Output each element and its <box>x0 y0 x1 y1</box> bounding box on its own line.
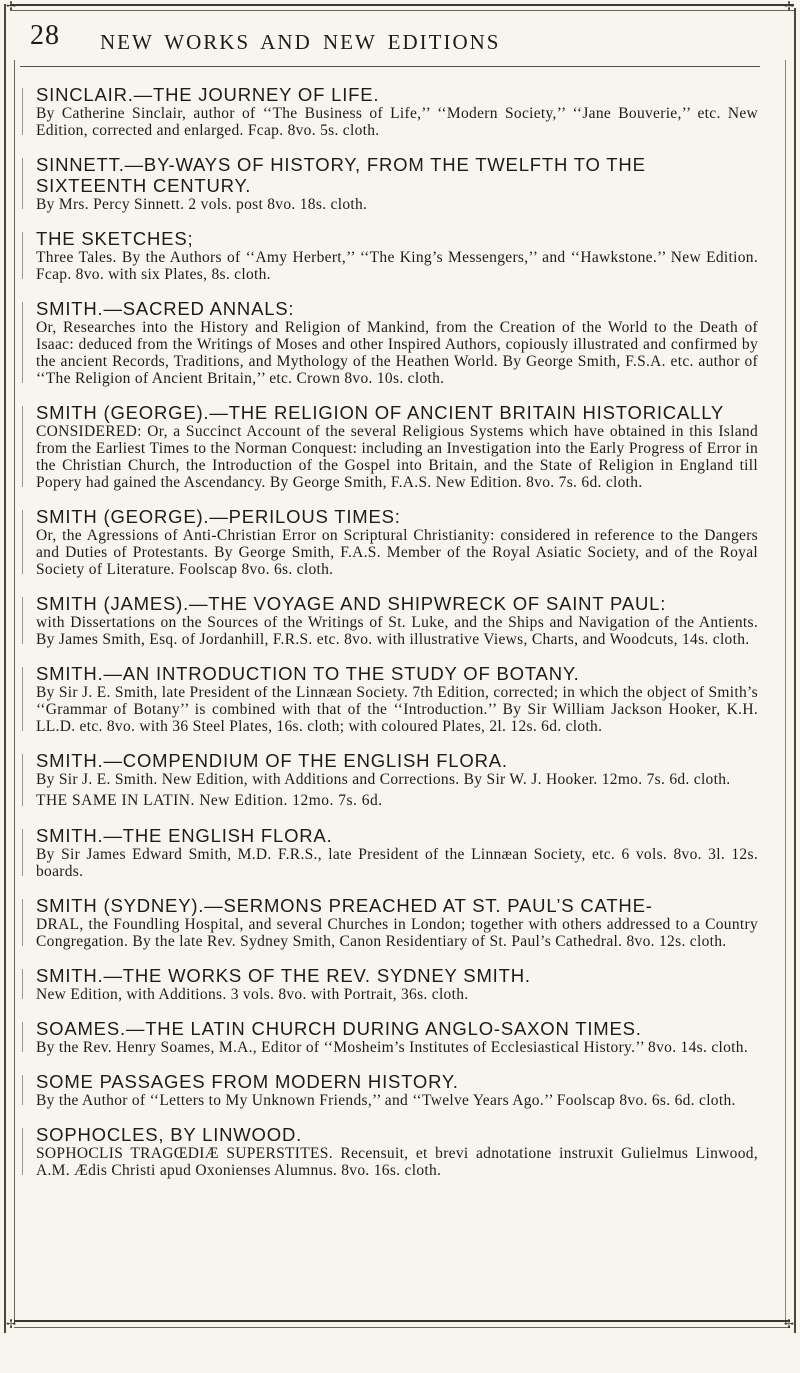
catalogue-entry <box>36 402 758 491</box>
entry-title: SMITH.—THE ENGLISH FLORA. <box>36 825 333 846</box>
entry-title: SOAMES.—THE LATIN CHURCH DURING ANGLO-SAXON TIMES. <box>36 1018 642 1039</box>
catalogue-entry <box>36 298 758 387</box>
catalogue-entry <box>36 750 758 810</box>
left-border-rule-inner <box>14 60 15 1323</box>
entry-body: Three Tales. By the Authors of ‘‘Amy Herbert,’’ ‘‘The King’s Messengers,’’ and ‘‘Hawkstone.’’ New Edition. Fcap. 8vo. with six Plates, 8s. cloth. <box>36 249 758 283</box>
corner-ornament-icon: ✢ <box>783 0 794 13</box>
entry-title: SOME PASSAGES FROM MODERN HISTORY. <box>36 1071 459 1092</box>
catalogue-entry <box>36 506 758 578</box>
entry-body: Or, the Agressions of Anti-Christian Error on Scriptural Christianity: considered in reference to the Dangers and Duties of Protestants. By George Smith, F.A.S. Member of the Royal Asiatic Society, and of the Royal Society of Literature. Foolscap 8vo. 6s. cloth. <box>36 527 758 578</box>
catalogue-entry <box>36 228 758 283</box>
entry-title: SMITH.—SACRED ANNALS: <box>36 298 295 319</box>
right-border-rule <box>794 8 796 1333</box>
entry-body: By the Rev. Henry Soames, M.A., Editor of ‘‘Mosheim’s Institutes of Ecclesiastical History.’’ 8vo. 14s. cloth. <box>36 1039 749 1056</box>
catalogue-entry <box>36 154 758 213</box>
page-number: 28 <box>30 20 60 51</box>
entry-title: SMITH.—THE WORKS OF THE REV. SYDNEY SMITH. <box>36 965 531 986</box>
bottom-border-rule <box>14 1320 790 1322</box>
entry-body: DRAL, the Foundling Hospital, and several Churches in London; together with others addressed to a Country Congregation. By the late Rev. Sydney Smith, Canon Residentiary of St. Paul’s Cathedral. 8vo. 12s. cloth. <box>36 916 758 950</box>
entry-title: THE SKETCHES; <box>36 228 194 249</box>
catalogue-entry <box>36 895 758 950</box>
header-rule <box>20 66 760 67</box>
entry-title: SMITH.—AN INTRODUCTION TO THE STUDY OF BOTANY. <box>36 663 580 684</box>
corner-ornament-icon: ✢ <box>6 1317 17 1331</box>
entry-body: By Catherine Sinclair, author of ‘‘The Business of Life,’’ ‘‘Modern Society,’’ ‘‘Jane Bouverie,’’ etc. New Edition, corrected and enlarged. Fcap. 8vo. 5s. cloth. <box>36 105 758 139</box>
right-border-rule-inner <box>785 60 786 1323</box>
catalogue-entry <box>36 84 758 139</box>
entry-title: SMITH (SYDNEY).—SERMONS PREACHED AT ST. PAUL’S CATHE- <box>36 895 653 916</box>
entry-body: By the Author of ‘‘Letters to My Unknown Friends,’’ and ‘‘Twelve Years Ago.’’ Foolscap 8vo. 6s. 6d. cloth. <box>36 1092 736 1109</box>
entry-title: SINCLAIR.—THE JOURNEY OF LIFE. <box>36 84 380 105</box>
catalogue-entry <box>36 663 758 735</box>
entry-body: with Dissertations on the Sources of the Writings of St. Luke, and the Ships and Navigation of the Antients. By James Smith, Esq. of Jordanhill, F.R.S. etc. 8vo. with illustrative Views, Charts, and Woodcuts, 14s. cloth. <box>36 614 758 648</box>
catalogue-entries <box>36 84 758 1194</box>
entry-title: SMITH.—COMPENDIUM OF THE ENGLISH FLORA. <box>36 750 508 771</box>
entry-body: By Sir J. E. Smith, late President of the Linnæan Society. 7th Edition, corrected; in which the object of Smith’s ‘‘Grammar of Botany’’ is combined with that of the ‘‘Introduction.’’ By Sir William Jackson Hooker, K.H. LL.D. etc. 8vo. with 36 Steel Plates, 16s. cloth; with coloured Plates, 2l. 12s. 6d. cloth. <box>36 684 758 735</box>
top-border-rule-inner <box>10 10 794 11</box>
catalogue-entry <box>36 593 758 648</box>
entry-body: By Sir James Edward Smith, M.D. F.R.S., late President of the Linnæan Society, etc. 6 vols. 8vo. 3l. 12s. boards. <box>36 846 758 880</box>
corner-ornament-icon: ✢ <box>783 1317 794 1331</box>
entry-title: SMITH (JAMES).—THE VOYAGE AND SHIPWRECK OF SAINT PAUL: <box>36 593 667 614</box>
bottom-border-rule-inner <box>14 1327 790 1328</box>
entry-title: SMITH (GEORGE).—PERILOUS TIMES: <box>36 506 401 527</box>
catalogue-entry <box>36 965 758 1003</box>
catalogue-entry <box>36 1124 758 1179</box>
entry-body: CONSIDERED: Or, a Succinct Account of the several Religious Systems which have obtained in this Island from the Earliest Times to the Norman Conquest: including an Investigation into the Early Progress of Error in the Christian Church, the Introduction of the Gospel into Britain, and the State of Religion in England till Popery had gained the Ascendancy. By George Smith, F.A.S. New Edition. 8vo. 7s. 6d. cloth. <box>36 423 758 491</box>
entry-body: By Sir J. E. Smith. New Edition, with Additions and Corrections. By Sir W. J. Hooker. 12mo. 7s. 6d. cloth. <box>36 771 731 788</box>
corner-ornament-icon: ✢ <box>6 0 17 13</box>
running-head: NEW WORKS AND NEW EDITIONS <box>100 30 501 54</box>
left-border-rule <box>4 4 6 1333</box>
catalogue-entry <box>36 825 758 880</box>
entry-title: SOPHOCLES, BY LINWOOD. <box>36 1124 303 1145</box>
catalogue-entry <box>36 1071 758 1109</box>
top-border-rule <box>10 4 794 6</box>
entry-extra-line: THE SAME IN LATIN. New Edition. 12mo. 7s. 6d. <box>36 792 383 809</box>
entry-title: SINNETT.—BY-WAYS OF HISTORY, FROM THE TWELFTH TO THE SIXTEENTH CENTURY. <box>36 154 646 196</box>
entry-body: By Mrs. Percy Sinnett. 2 vols. post 8vo. 18s. cloth. <box>36 196 368 213</box>
entry-body: New Edition, with Additions. 3 vols. 8vo. with Portrait, 36s. cloth. <box>36 986 469 1003</box>
entry-body: Or, Researches into the History and Religion of Mankind, from the Creation of the World to the Death of Isaac: deduced from the Writings of Moses and other Inspired Authors, copiously illustrated and confirmed by the ancient Records, Traditions, and Mythology of the Heathen World. By George Smith, F.S.A. etc. author of ‘‘The Religion of Ancient Britain,’’ etc. Crown 8vo. 10s. cloth. <box>36 319 758 387</box>
catalogue-entry <box>36 1018 758 1056</box>
entry-title: SMITH (GEORGE).—THE RELIGION OF ANCIENT BRITAIN HISTORICALLY <box>36 402 725 423</box>
entry-body: SOPHOCLIS TRAGŒDIÆ SUPERSTITES. Recensuit, et brevi adnotatione instruxit Gulielmus Linwood, A.M. Ædis Christi apud Oxonienses Alumnus. 8vo. 16s. cloth. <box>36 1145 758 1179</box>
